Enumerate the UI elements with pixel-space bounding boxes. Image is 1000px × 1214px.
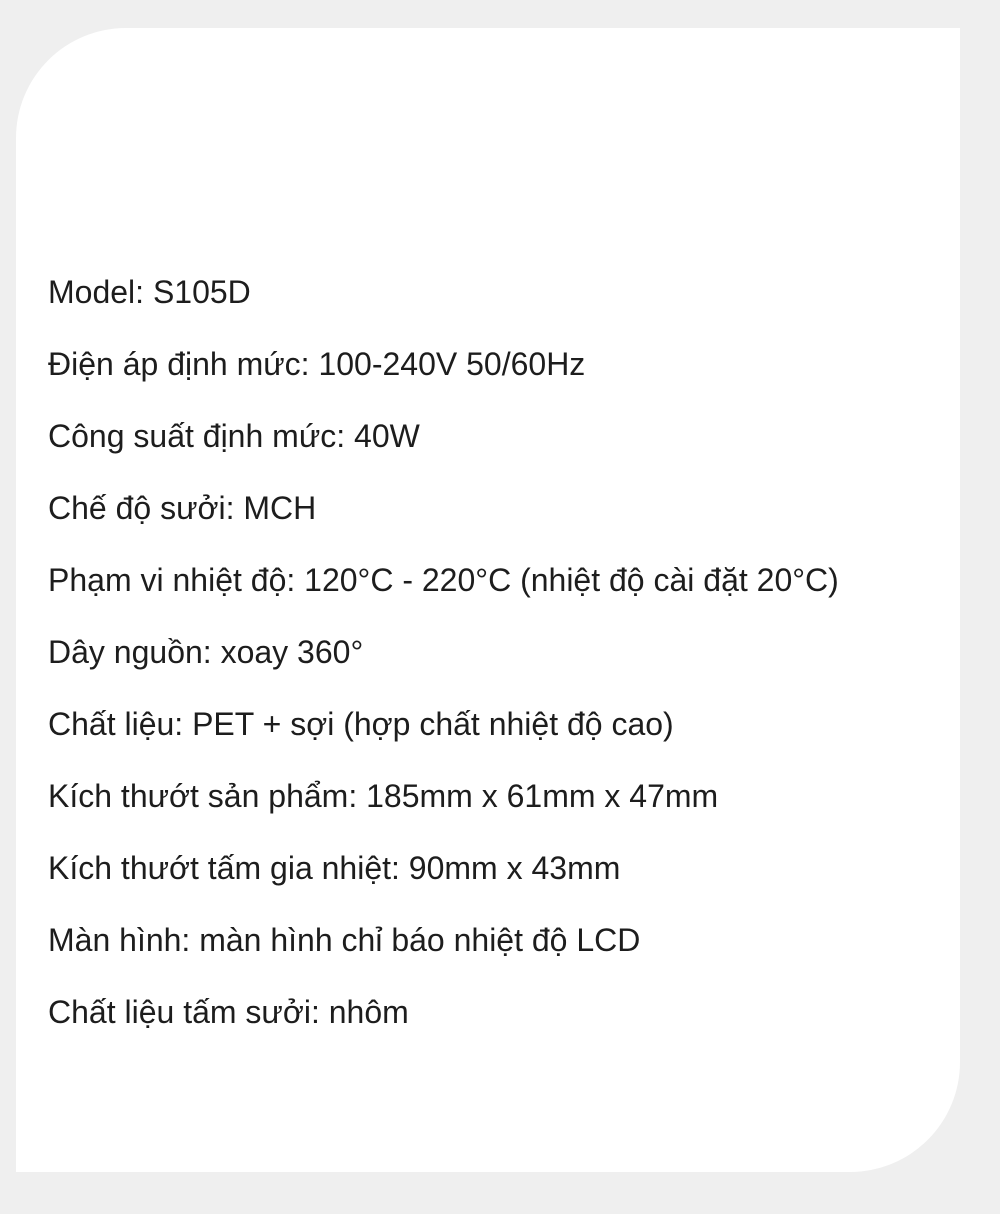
spec-material: Chất liệu: PET + sợi (hợp chất nhiệt độ cao) (48, 706, 674, 742)
spec-model: Model: S105D (48, 274, 251, 310)
spec-list (48, 256, 839, 1048)
spec-product-size: Kích thướt sản phẩm: 185mm x 61mm x 47mm (48, 778, 719, 814)
spec-card (16, 28, 960, 1172)
spec-display: Màn hình: màn hình chỉ báo nhiệt độ LCD (48, 922, 641, 958)
spec-heating-plate-material: Chất liệu tấm sưởi: nhôm (48, 994, 409, 1030)
spec-rated-voltage: Điện áp định mức: 100-240V 50/60Hz (48, 346, 586, 382)
spec-heating-plate-size: Kích thướt tấm gia nhiệt: 90mm x 43mm (48, 850, 621, 886)
spec-heating-mode: Chế độ sưởi: MCH (48, 490, 317, 526)
spec-rated-power: Công suất định mức: 40W (48, 418, 420, 454)
spec-temperature-range: Phạm vi nhiệt độ: 120°C - 220°C (nhiệt độ cài đặt 20°C) (48, 562, 839, 598)
spec-power-cord: Dây nguồn: xoay 360° (48, 634, 364, 670)
